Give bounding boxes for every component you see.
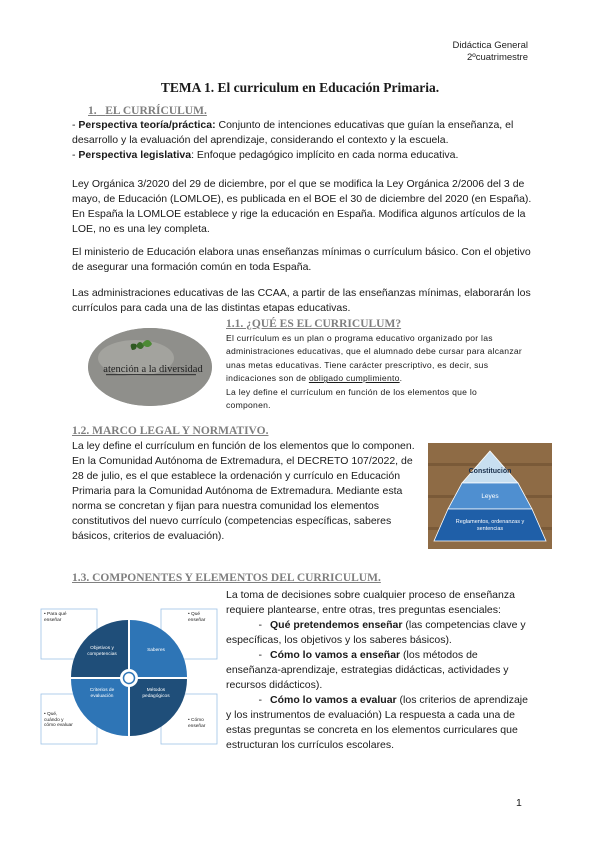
ccaa-paragraph: Las administraciones educativas de las CCAA, a partir de las enseñanzas mínimas, elaborarán los currículos para cada una de las distintas etapas educativas. (72, 287, 531, 314)
perspectives-block (72, 118, 532, 163)
question-how-teach-label: Cómo lo vamos a enseñar (270, 649, 401, 661)
section-1-1-heading: 1.1. ¿QUÉ ES EL CURRICULUM? (226, 318, 402, 330)
ministry-paragraph: El ministerio de Educación elabora unas enseñanzas mínimas o currículum básico. Con el objetivo de asegurar una formación común en toda España. (72, 246, 531, 273)
header-subject: Didáctica General (452, 40, 528, 51)
section-1-number: 1. (88, 105, 97, 117)
legal-framework-p2: En la Comunidad Autónoma de Extremadura, el DECRETO 107/2022, de 28 de julio, es el que establece la ordenación y currículo en Educación Primaria para la Comunidad Autónoma de Extremadura. Mediante esta norma se concretan y fijan para nuestra comunidad los elementos constitutivos del nuevo currículo (competencias específicas, saberes básicos, criterios de evaluación). (72, 455, 413, 542)
section-1-heading (88, 105, 207, 117)
document-header (452, 40, 528, 64)
question-how-evaluate-label: Cómo lo vamos a evaluar (270, 694, 397, 706)
diagram-q3-criteria: Criterios de evaluación (89, 688, 115, 699)
page-number: 1 (516, 797, 522, 809)
curriculum-definition-2: La ley define el currículum en función de los elementos que lo componen. (226, 386, 478, 411)
law-paragraph: Ley Orgánica 3/2020 del 29 de diciembre, por el que se modifica la Ley Orgánica 2/2006 del 3 de mayo, de Educación (LOMLOE), es publicada en el BOE el 30 de diciembre del 2020 (en España). En España la LOMLOE establece y rige la educación en España. Modifica algunos artículos de la LOE, no es una ley completa. (72, 178, 532, 235)
pyramid-level-laws: Leyes (481, 493, 499, 500)
components-text (226, 588, 531, 753)
question-item: - Cómo lo vamos a enseñar (los métodos de enseñanza-aprendizaje, estrategias didácticas, actividades y recursos didácticos). (226, 649, 509, 691)
components-intro: La toma de decisiones sobre cualquier proceso de enseñanza requiere plantearse, entre otras, tres preguntas esenciales: (226, 589, 515, 616)
diagram-corner-what: • Qué enseñar (188, 612, 206, 623)
diversity-image-caption: atención a la diversidad (103, 364, 203, 375)
diagram-corner-how: • Cómo enseñar (188, 718, 206, 729)
legal-pyramid-image (428, 443, 552, 549)
diagram-corner-evaluate: • Qué, cuándo y cómo evaluar (44, 712, 73, 729)
obligatory-underlined: obligado cumplimiento (308, 373, 400, 384)
curriculum-definition: El currículum es un plan o programa educativo organizado por las administraciones educativas, que el alumnado debe cursar para alcanzar unas metas educativas. Tiene carácter prescriptivo, es decir, sus indicaciones son de obligado cumplimiento. La ley define el currículum en función de los elementos que lo componen. (226, 332, 524, 412)
diagram-q2-knowledge: Saberes (147, 648, 165, 653)
pyramid-level-constitution: Constitución (468, 468, 512, 475)
section-1-title: EL CURRÍCULUM. (105, 105, 207, 117)
perspective-theory-label: Perspectiva teoría/práctica: (78, 119, 216, 131)
curriculum-elements-diagram (40, 608, 218, 745)
diversity-image (88, 328, 212, 406)
perspective-theory: - Perspectiva teoría/práctica: Conjunto de intenciones educativas que guían la enseñanza, el desarrollo y la evaluación del aprendizaje, considerando el contexto y la escuela. (72, 119, 514, 146)
perspective-legislative: - Perspectiva legislativa: Enfoque pedagógico implícito en cada norma educativa. (72, 149, 459, 161)
diagram-corner-what-for: • Para qué enseñar (44, 612, 67, 623)
section-1-2-heading: 1.2. MARCO LEGAL Y NORMATIVO. (72, 425, 269, 437)
diagram-q1-objectives: Objetivos y competencias (87, 646, 117, 657)
question-what-label: Qué pretendemos enseñar (270, 619, 403, 631)
page-title: TEMA 1. El curriculum en Educación Primaria. (160, 80, 440, 95)
perspective-legislative-label: Perspectiva legislativa (78, 149, 192, 161)
section-1-3-heading: 1.3. COMPONENTES Y ELEMENTOS DEL CURRICULUM. (72, 572, 381, 584)
question-item: - Qué pretendemos enseñar (las competencias clave y específicas, los objetivos y los saberes básicos). (226, 619, 526, 646)
header-term: 2ºcuatrimestre (466, 52, 528, 63)
legal-framework-p1: La ley define el currículum en función de los elementos que lo componen. (72, 440, 415, 452)
legal-framework-text (72, 439, 417, 544)
diagram-q4-methods: Métodos pedagógicos (142, 688, 170, 699)
pyramid-level-regulations: Reglamentos, ordenanzas y sentencias (455, 519, 525, 532)
question-item: - Cómo lo vamos a evaluar (los criterios de aprendizaje y los instrumentos de evaluación) La respuesta a cada una de estas preguntas se concreta en los elementos curriculares que estructuran los currículos escolares. (226, 694, 528, 751)
